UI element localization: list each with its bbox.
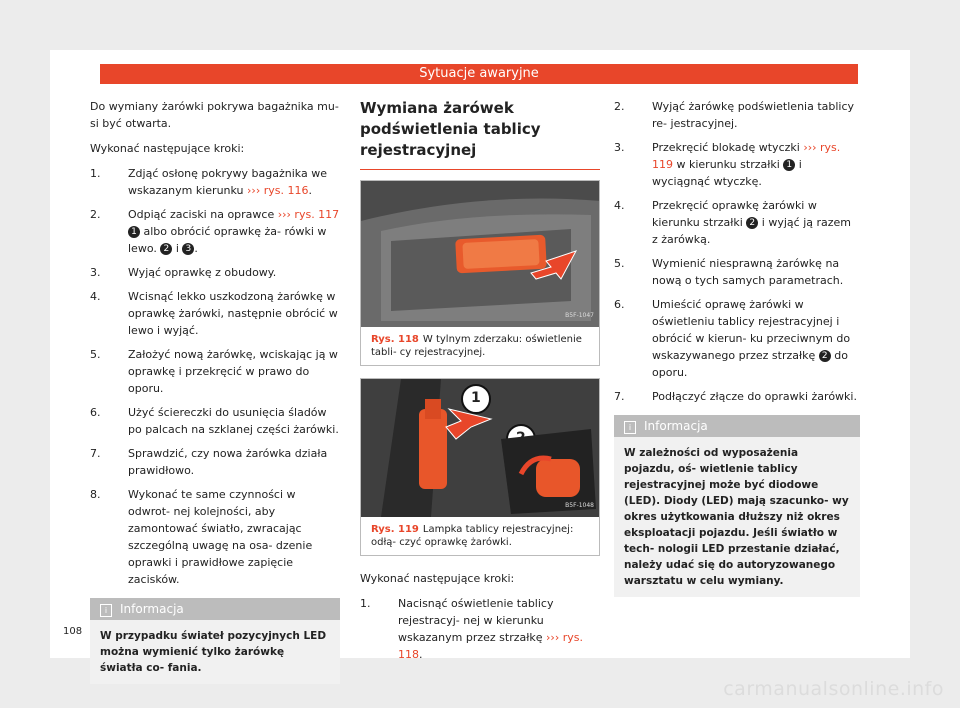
section-header: Sytuacje awaryjne <box>100 64 858 84</box>
figure-code: B5F-1047 <box>565 312 594 319</box>
callout-2: 2 <box>516 430 526 446</box>
list-item: 5. Założyć nową żarówkę, wciskając ją w oprawkę i przekręcić w prawo do oporu. <box>90 348 338 395</box>
list-item: 2. Odpiąć zaciski na oprawce ››› rys. 117 1 albo obrócić oprawkę ża- rówki w lewo. 2 i 3 . <box>90 208 340 255</box>
column-middle <box>360 98 600 670</box>
info-text: W przypadku świateł pozycyjnych LED można wymienić tylko żarówkę światła co- fania. <box>100 630 327 674</box>
list-item: 5. Wymienić niesprawną żarówkę na nową o tych samych parametrach. <box>614 257 844 287</box>
info-icon: i <box>624 421 636 434</box>
list-item: 3. Wyjąć oprawkę z obudowy. <box>90 266 277 279</box>
list-item: 6. Użyć ściereczki do usunięcia śladów po palcach na szklanej części żarówki. <box>90 406 339 436</box>
list-item: 1. Zdjąć osłonę pokrywy bagażnika we wskazanym kierunku ››› rys. 116. <box>90 167 327 197</box>
figure-119 <box>360 378 600 556</box>
steps-list <box>614 98 860 405</box>
watermark: carmanualsonline.info <box>723 678 944 700</box>
info-icon: i <box>100 604 112 617</box>
info-text: W zależności od wyposażenia pojazdu, oś- wietlenie tablicy rejestracyjnej może być diodowe (LED). Diody (LED) mają szacunko- wy okres użytkowania dłuższy niż okres eksploatacji pojazdu. Jeśli światło w tech- nologii LED przestanie działać, należy udać się do autoryzowanego warsztatu w celu wymiany. <box>624 447 849 587</box>
figure-118 <box>360 180 600 366</box>
list-item: 1. Nacisnąć oświetlenie tablicy rejestracyj- nej w kierunku wskazanym przez strzałkę ››› rys. 118. <box>360 597 583 661</box>
callout-number: 3 <box>182 243 194 255</box>
steps-intro: Wykonać następujące kroki: <box>90 142 245 155</box>
list-item: 3. Przekręcić blokadę wtyczki ››› rys. 119 w kierunku strzałki 1 i wyciągnąć wtyczkę. <box>614 141 841 188</box>
bulb-socket-image <box>361 379 599 517</box>
steps-list <box>90 165 340 588</box>
intro-text: Do wymiany żarówki pokrywa bagażnika mu- si być otwarta. <box>90 100 339 130</box>
callout-number: 2 <box>819 350 831 362</box>
column-right <box>614 98 860 597</box>
info-box <box>614 415 860 597</box>
steps-intro: Wykonać następujące kroki: <box>360 572 515 585</box>
list-item: 4. Przekręcić oprawkę żarówki w kierunku strzałki 2 i wyjąć ją razem z żarówką. <box>614 199 852 246</box>
list-item: 7. Podłączyć złącze do oprawki żarówki. <box>614 390 857 403</box>
info-title: Informacja <box>120 602 184 616</box>
figure-link[interactable]: ››› rys. 117 <box>277 208 340 221</box>
info-title: Informacja <box>644 419 708 433</box>
list-item: 8. Wykonać te same czynności w odwrot- nej kolejności, aby zamontować światło, zwracając szczególną uwagę na osa- dzenie oprawki i prawidłowe zapięcie zacisków. <box>90 488 313 586</box>
figure-caption: W tylnym zderzaku: oświetlenie tabli- cy rejestracyjnej. <box>371 334 582 358</box>
figure-link[interactable]: ››› rys. 118 <box>398 631 583 661</box>
figure-link[interactable]: ››› rys. 119 <box>652 141 841 171</box>
figure-label: Rys. 119 <box>371 524 419 535</box>
callout-number: 1 <box>783 159 795 171</box>
figure-code: B5F-1048 <box>565 502 594 509</box>
callout-number: 2 <box>746 217 758 229</box>
figure-label: Rys. 118 <box>371 334 419 345</box>
page-number: 108 <box>63 626 83 637</box>
list-item: 2. Wyjąć żarówkę podświetlenia tablicy re- jestracyjnej. <box>614 100 855 130</box>
column-left <box>90 98 340 684</box>
list-item: 7. Sprawdzić, czy nowa żarówka działa prawidłowo. <box>90 447 328 477</box>
figure-caption: Lampka tablicy rejestracyjnej: odłą- czyć oprawkę żarówki. <box>371 524 574 548</box>
figure-link[interactable]: ››› rys. 116 <box>247 184 309 197</box>
list-item: 4. Wcisnąć lekko uszkodzoną żarówkę w oprawkę żarówki, następnie obrócić w lewo i wyjąć. <box>90 290 338 337</box>
callout-number: 1 <box>128 226 140 238</box>
list-item: 6. Umieścić oprawę żarówki w oświetleniu tablicy rejestracyjnej i obrócić w kierun- ku przeciwnym do wskazywanego przez strzałkę 2 do oporu. <box>614 298 851 379</box>
section-heading: Wymiana żarówek podświetlenia tablicy rejestracyjnej <box>360 98 600 170</box>
steps-list <box>360 595 600 663</box>
callout-number: 2 <box>160 243 172 255</box>
info-box <box>90 598 340 684</box>
license-plate-light-image <box>361 181 599 327</box>
callout-1: 1 <box>471 390 481 406</box>
